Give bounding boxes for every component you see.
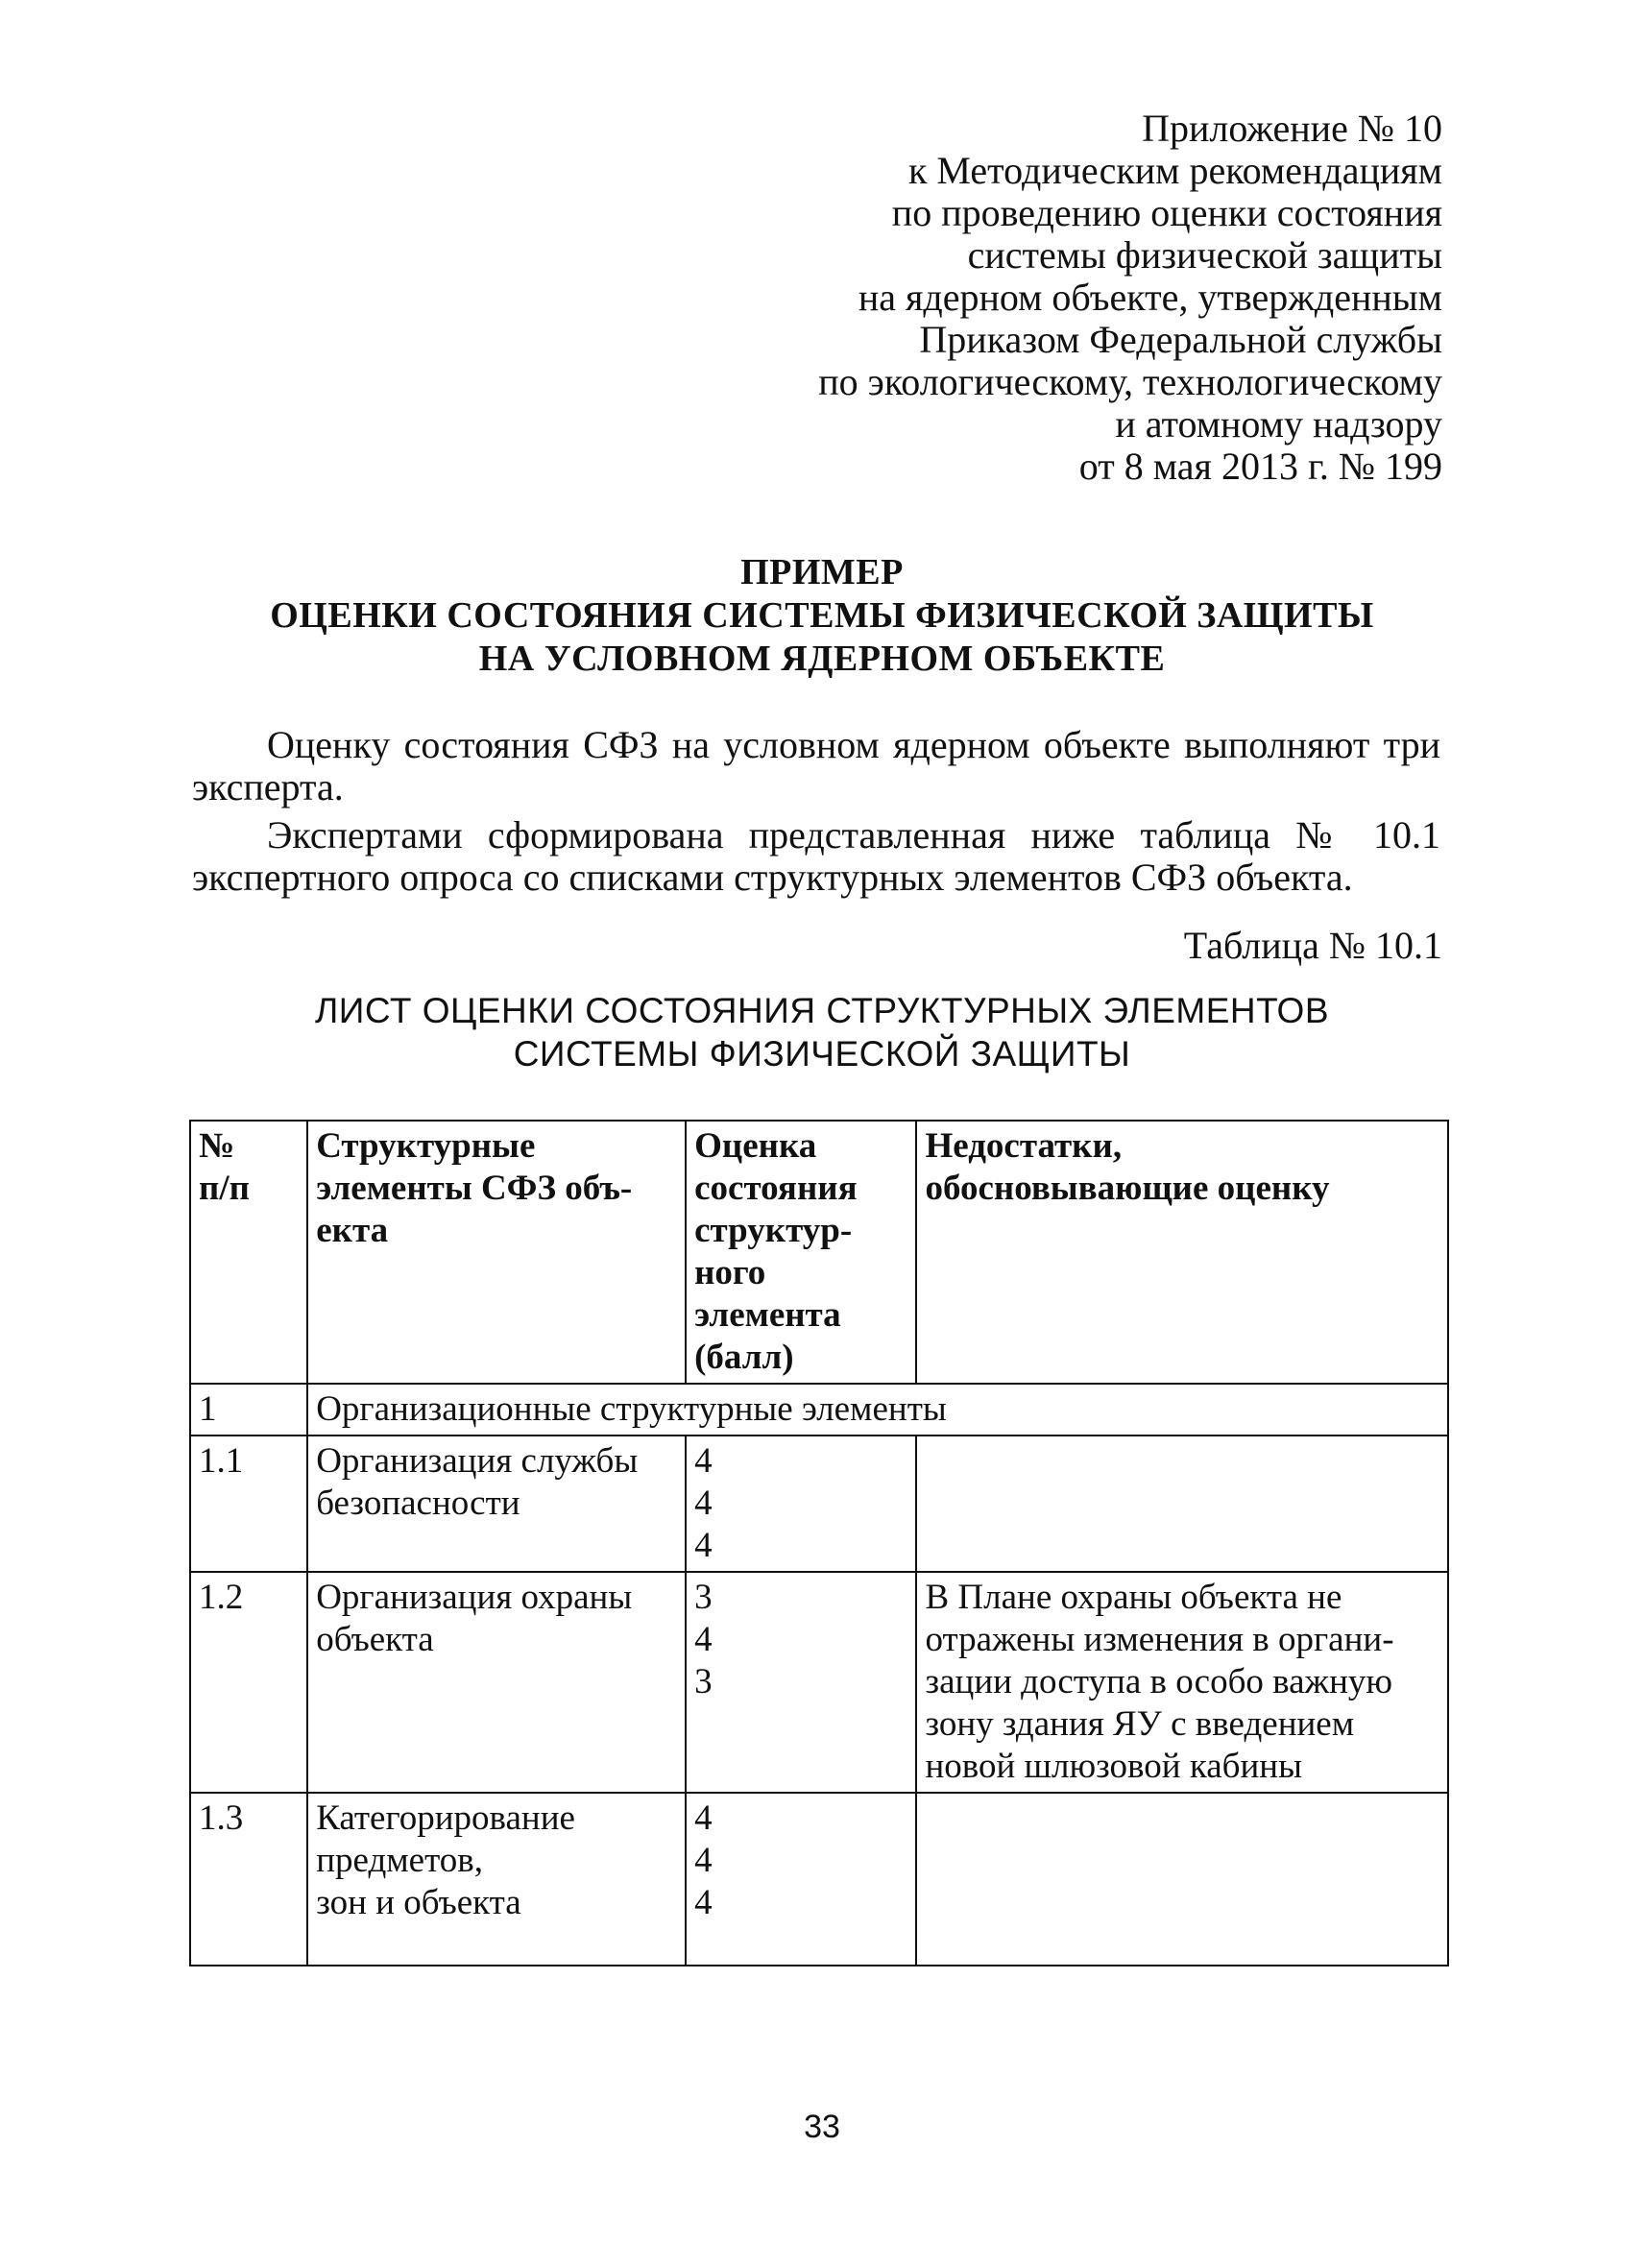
document-title bbox=[0, 551, 1644, 681]
assessment-table bbox=[189, 1120, 1449, 1966]
header-text: Оценка bbox=[694, 1126, 817, 1166]
header-text: состояния bbox=[694, 1169, 858, 1208]
score-value: 4 bbox=[694, 1526, 713, 1565]
row-element bbox=[307, 1436, 686, 1572]
header-num bbox=[190, 1121, 307, 1384]
appendix-line: по проведению оценки состояния bbox=[891, 191, 1442, 234]
cell-text: Организация охраны bbox=[316, 1578, 633, 1617]
table-row bbox=[190, 1572, 1448, 1793]
sheet-title bbox=[0, 989, 1644, 1075]
row-num: 1.3 bbox=[190, 1793, 307, 1966]
section-row bbox=[190, 1384, 1448, 1436]
title-line: НА УСЛОВНОМ ЯДЕРНОМ ОБЪЕКТЕ bbox=[478, 639, 1166, 679]
cell-text: безопасности bbox=[316, 1484, 520, 1523]
score-value: 4 bbox=[694, 1841, 713, 1880]
header-element bbox=[307, 1121, 686, 1384]
row-element bbox=[307, 1793, 686, 1966]
header-score bbox=[686, 1121, 916, 1384]
row-num: 1.1 bbox=[190, 1436, 307, 1572]
header-text: екта bbox=[316, 1211, 389, 1250]
score-value: 4 bbox=[694, 1798, 713, 1838]
table-row bbox=[190, 1793, 1448, 1966]
table-row bbox=[190, 1436, 1448, 1572]
paragraph-table-intro bbox=[192, 814, 1440, 899]
appendix-line: к Методическим рекомендациям bbox=[907, 149, 1442, 192]
row-element bbox=[307, 1572, 686, 1793]
row-scores bbox=[686, 1793, 916, 1966]
header-text: ного bbox=[694, 1253, 766, 1292]
row-deficiencies bbox=[916, 1793, 1448, 1966]
appendix-line: и атомному надзору bbox=[1115, 402, 1442, 446]
table-header-row bbox=[190, 1121, 1448, 1384]
appendix-line: по экологическому, технологическому bbox=[818, 360, 1442, 403]
appendix-line: Приложение № 10 bbox=[1142, 107, 1442, 150]
header-text: обосновывающие оценку bbox=[925, 1169, 1330, 1208]
header-deficiencies bbox=[916, 1121, 1448, 1384]
row-deficiencies bbox=[916, 1436, 1448, 1572]
header-text: № bbox=[199, 1126, 235, 1166]
cell-text: новой шлюзовой кабины bbox=[925, 1747, 1302, 1786]
row-deficiencies bbox=[916, 1572, 1448, 1793]
paragraph-text: Оценку состояния СФЗ на условном ядерном объекте выполняют три эксперта. bbox=[192, 723, 1440, 808]
cell-text: зации доступа в особо важную bbox=[925, 1662, 1393, 1701]
header-text: п/п bbox=[199, 1169, 250, 1208]
cell-text: отражены изменения в органи- bbox=[925, 1620, 1394, 1659]
score-value: 4 bbox=[694, 1441, 713, 1481]
paragraph-experts bbox=[192, 724, 1440, 808]
header-text: элемента bbox=[694, 1295, 841, 1335]
appendix-line: на ядерном объекте, утвержденным bbox=[858, 276, 1442, 319]
header-text: Недостатки, bbox=[925, 1126, 1123, 1166]
row-scores bbox=[686, 1572, 916, 1793]
sheet-title-line: ЛИСТ ОЦЕНКИ СОСТОЯНИЯ СТРУКТУРНЫХ ЭЛЕМЕНТОВ bbox=[314, 991, 1330, 1030]
score-value: 3 bbox=[694, 1578, 713, 1617]
page-number: 33 bbox=[804, 2109, 840, 2145]
appendix-line: Приказом Федеральной службы bbox=[919, 318, 1442, 361]
cell-text: объекта bbox=[316, 1620, 434, 1659]
score-value: 4 bbox=[694, 1883, 713, 1922]
table-label: Таблица № 10.1 bbox=[1183, 924, 1442, 967]
row-num: 1.2 bbox=[190, 1572, 307, 1793]
score-value: 4 bbox=[694, 1484, 713, 1523]
sheet-title-line: СИСТЕМЫ ФИЗИЧЕСКОЙ ЗАЩИТЫ bbox=[513, 1034, 1131, 1074]
paragraph-text: Экспертами сформирована представленная ниже таблица № 10.1 экспертного опроса со списками структурных элементов СФЗ объекта. bbox=[192, 813, 1440, 899]
header-text: структур- bbox=[694, 1211, 853, 1250]
cell-text: зону здания ЯУ с введением bbox=[925, 1704, 1355, 1744]
title-line: ПРИМЕР bbox=[740, 552, 904, 592]
section-label: Организационные структурные элементы bbox=[307, 1384, 1448, 1436]
appendix-line: от 8 мая 2013 г. № 199 bbox=[1078, 445, 1442, 488]
cell-text: В Плане охраны объекта не bbox=[925, 1578, 1342, 1617]
cell-text: Организация службы bbox=[316, 1441, 639, 1481]
header-text: элементы СФЗ объ- bbox=[316, 1169, 633, 1208]
title-line: ОЦЕНКИ СОСТОЯНИЯ СИСТЕМЫ ФИЗИЧЕСКОЙ ЗАЩИТЫ bbox=[270, 595, 1374, 636]
header-text: (балл) bbox=[694, 1338, 794, 1377]
row-scores bbox=[686, 1436, 916, 1572]
section-num: 1 bbox=[190, 1384, 307, 1436]
cell-text: зон и объекта bbox=[316, 1883, 521, 1922]
cell-text: предметов, bbox=[316, 1841, 484, 1880]
header-text: Структурные bbox=[316, 1126, 536, 1166]
score-value: 3 bbox=[694, 1662, 713, 1701]
cell-text: Категорирование bbox=[316, 1798, 575, 1838]
score-value: 4 bbox=[694, 1620, 713, 1659]
appendix-line: системы физической защиты bbox=[967, 233, 1442, 277]
appendix-header bbox=[578, 108, 1442, 488]
